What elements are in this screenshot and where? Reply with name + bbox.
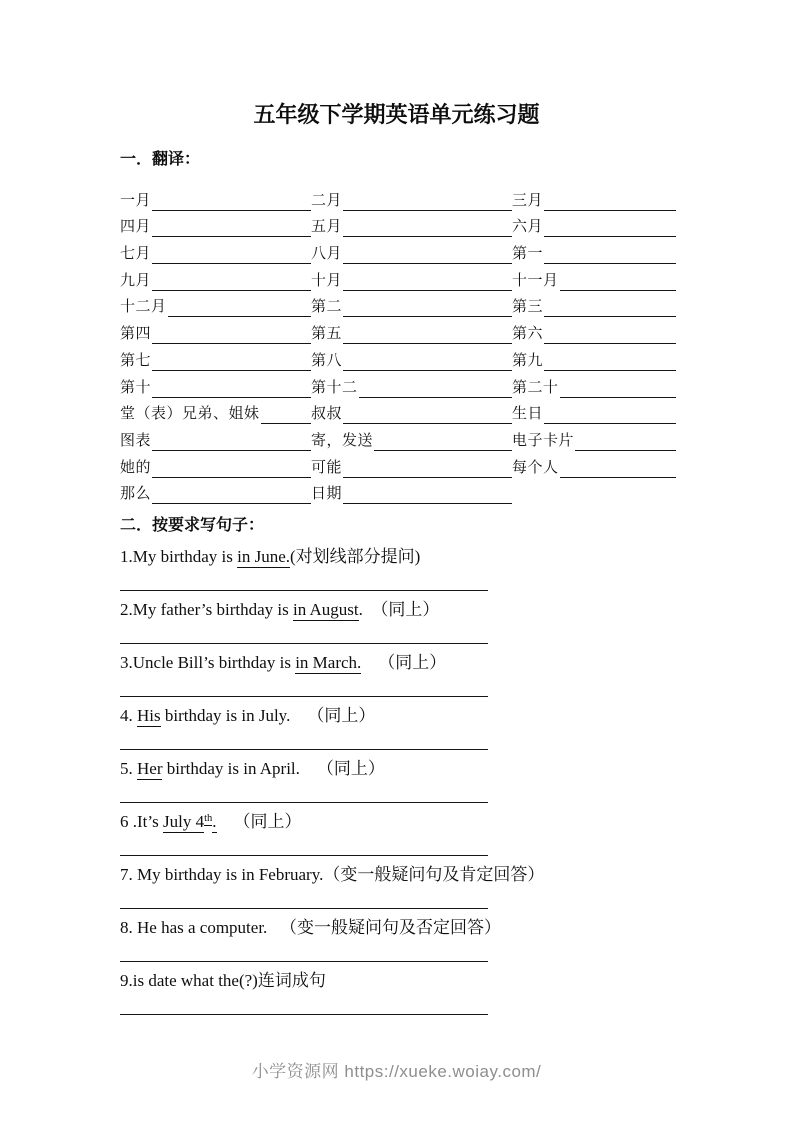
sentence [120, 969, 676, 992]
sentence-part: birthday is in April. （同上） [162, 759, 385, 779]
sentence-part: 9.is date what the(?)连词成句 [120, 971, 326, 991]
term-label: 第三 [512, 299, 544, 316]
translation-cell [512, 451, 676, 478]
exercise-item [120, 545, 676, 591]
sentence-part: . （同上） [358, 600, 440, 620]
answer-blank [544, 296, 676, 317]
term-label: 七月 [120, 246, 152, 263]
sentence [120, 863, 676, 886]
translation-cell [311, 264, 512, 291]
term-label: 叔叔 [311, 406, 343, 423]
sentence [120, 916, 676, 939]
term-label: 第九 [512, 352, 544, 369]
translation-cell [311, 424, 512, 451]
term-label: 每个人 [512, 459, 559, 476]
answer-blank [152, 350, 311, 371]
translation-cell [512, 264, 676, 291]
term-label: 一月 [120, 192, 152, 209]
translation-cell [512, 424, 676, 451]
translation-cell [311, 291, 512, 318]
underlined-part: in March. [295, 653, 362, 673]
translation-cell [311, 371, 512, 398]
exercise-item [120, 757, 676, 803]
answer-blank [343, 457, 512, 478]
translation-cell [120, 317, 311, 344]
translation-row [120, 424, 676, 451]
translation-cell [311, 451, 512, 478]
term-label: 九月 [120, 272, 152, 289]
footer-link[interactable]: 小学资源网 https://xueke.woiay.com/ [251, 1062, 542, 1081]
term-label: 堂（表）兄弟、姐妹 [120, 406, 260, 423]
translation-cell [120, 291, 311, 318]
term-label: 第二十 [512, 379, 559, 396]
sentence-part: 3.Uncle Bill’s birthday is [120, 653, 296, 673]
term-label: 十一月 [512, 272, 559, 289]
term-label: 第五 [311, 326, 343, 343]
answer-blank [152, 216, 311, 237]
term-label: 五月 [311, 219, 343, 236]
translation-grid [120, 184, 676, 504]
exercise-item [120, 651, 676, 697]
underlined-part: . [212, 812, 217, 832]
translation-cell [512, 317, 676, 344]
translation-cell [512, 211, 676, 238]
answer-blank [343, 350, 512, 371]
sentence-part: 6 .It’s [120, 812, 163, 832]
underlined-part: Her [137, 759, 163, 779]
exercise-item [120, 598, 676, 644]
page-content [120, 148, 676, 1015]
answer-blank [343, 243, 512, 264]
answer-blank [343, 483, 512, 504]
answer-blank [359, 377, 512, 398]
term-label: 日期 [311, 486, 343, 503]
translation-row [120, 317, 676, 344]
term-label: 第八 [311, 352, 343, 369]
answer-blank [544, 190, 676, 211]
answer-line [120, 780, 488, 803]
translation-cell [311, 211, 512, 238]
sentence-part: (对划线部分提问) [290, 547, 421, 567]
term-label: 生日 [512, 406, 544, 423]
term-label: 四月 [120, 219, 152, 236]
translation-row [120, 398, 676, 425]
sentence-part: 7. My birthday is in February.（变一般疑问句及肯定回答） [120, 865, 545, 885]
term-label: 第十二 [311, 379, 358, 396]
term-label: 第一 [512, 246, 544, 263]
underlined-part: in June. [237, 547, 290, 567]
term-label: 寄，发送 [311, 432, 374, 449]
answer-blank [152, 270, 311, 291]
answer-blank [544, 350, 676, 371]
translation-cell [120, 424, 311, 451]
answer-line [120, 674, 488, 697]
underlined-part: His [137, 706, 161, 726]
translation-row [120, 184, 676, 211]
term-label: 十月 [311, 272, 343, 289]
answer-blank [544, 216, 676, 237]
answer-blank [374, 430, 512, 451]
answer-blank [152, 190, 311, 211]
answer-blank [544, 243, 676, 264]
term-label: 第十 [120, 379, 152, 396]
term-label: 可能 [311, 459, 343, 476]
answer-blank [343, 323, 512, 344]
translation-row [120, 237, 676, 264]
answer-blank [152, 377, 311, 398]
answer-blank [343, 270, 512, 291]
translation-cell [512, 237, 676, 264]
answer-line [120, 621, 488, 644]
answer-blank [575, 430, 676, 451]
sentence-part: birthday is in July. （同上） [160, 706, 376, 726]
exercise-item [120, 916, 676, 962]
translation-cell [120, 451, 311, 478]
answer-blank [168, 296, 311, 317]
translation-row [120, 344, 676, 371]
answer-blank [343, 403, 512, 424]
section2-heading: 二．按要求写句子： [120, 517, 265, 535]
translation-cell [512, 478, 676, 505]
term-label: 图表 [120, 432, 152, 449]
sentence-part: 1.My birthday is [120, 547, 238, 567]
term-label: 电子卡片 [512, 432, 575, 449]
translation-row [120, 478, 676, 505]
sentence [120, 757, 676, 780]
translation-cell [311, 237, 512, 264]
sentence [120, 651, 676, 674]
translation-row [120, 291, 676, 318]
underlined-part: in August [292, 600, 359, 620]
answer-blank [560, 270, 676, 291]
translation-cell [512, 291, 676, 318]
exercise-item [120, 969, 676, 1015]
sentence-part: 5. [120, 759, 137, 779]
translation-cell [120, 478, 311, 505]
underlined-part: th [204, 812, 213, 824]
term-label: 六月 [512, 219, 544, 236]
answer-blank [152, 323, 311, 344]
translation-cell [512, 371, 676, 398]
translation-row [120, 264, 676, 291]
translation-cell [120, 184, 311, 211]
exercise-item [120, 863, 676, 909]
translation-row [120, 371, 676, 398]
term-label: 第二 [311, 299, 343, 316]
translation-cell [120, 237, 311, 264]
answer-blank [152, 243, 311, 264]
translation-row [120, 451, 676, 478]
term-label: 八月 [311, 246, 343, 263]
answer-blank [544, 323, 676, 344]
translation-cell [120, 211, 311, 238]
answer-blank [343, 216, 512, 237]
translation-cell [120, 264, 311, 291]
sentence-part: 4. [120, 706, 137, 726]
answer-line [120, 833, 488, 856]
translation-cell [120, 371, 311, 398]
sentence [120, 598, 676, 621]
translation-cell [311, 317, 512, 344]
answer-line [120, 939, 488, 962]
sentence-part: 2.My father’s birthday is [120, 600, 293, 620]
term-label: 第四 [120, 326, 152, 343]
term-label: 第七 [120, 352, 152, 369]
translation-cell [120, 344, 311, 371]
answer-blank [343, 190, 512, 211]
translation-cell [311, 184, 512, 211]
answer-line [120, 568, 488, 591]
sentence [120, 545, 676, 568]
answer-blank [152, 483, 311, 504]
answer-line [120, 886, 488, 909]
sentence [120, 704, 676, 727]
translation-cell [512, 344, 676, 371]
exercise-item [120, 704, 676, 750]
page-title: 五年级下学期英语单元练习题 [253, 102, 540, 127]
translation-cell [512, 398, 676, 425]
answer-blank [343, 296, 512, 317]
answer-blank [544, 403, 676, 424]
answer-blank [560, 457, 676, 478]
sentence [120, 810, 676, 833]
exercise-item [120, 810, 676, 856]
term-label: 她的 [120, 459, 152, 476]
answer-line [120, 992, 488, 1015]
answer-blank [152, 430, 311, 451]
translation-cell [120, 398, 311, 425]
term-label: 三月 [512, 192, 544, 209]
translation-cell [512, 184, 676, 211]
sentence-part: （同上） [216, 812, 302, 832]
underlined-part: July 4 [162, 812, 205, 832]
sentence-part: 8. He has a computer. （变一般疑问句及否定回答） [120, 918, 502, 938]
term-label: 第六 [512, 326, 544, 343]
footer-credit [0, 1057, 793, 1082]
translation-row [120, 211, 676, 238]
answer-blank [560, 377, 676, 398]
translation-cell [311, 478, 512, 505]
translation-cell [311, 344, 512, 371]
sentence-part: （同上） [361, 653, 447, 673]
section1-heading: 一．翻译： [120, 151, 201, 168]
term-label: 二月 [311, 192, 343, 209]
term-label: 十二月 [120, 299, 167, 316]
translation-cell [311, 398, 512, 425]
answer-line [120, 727, 488, 750]
answer-blank [261, 403, 311, 424]
term-label: 那么 [120, 486, 152, 503]
answer-blank [152, 457, 311, 478]
sentence-items [120, 545, 676, 1015]
